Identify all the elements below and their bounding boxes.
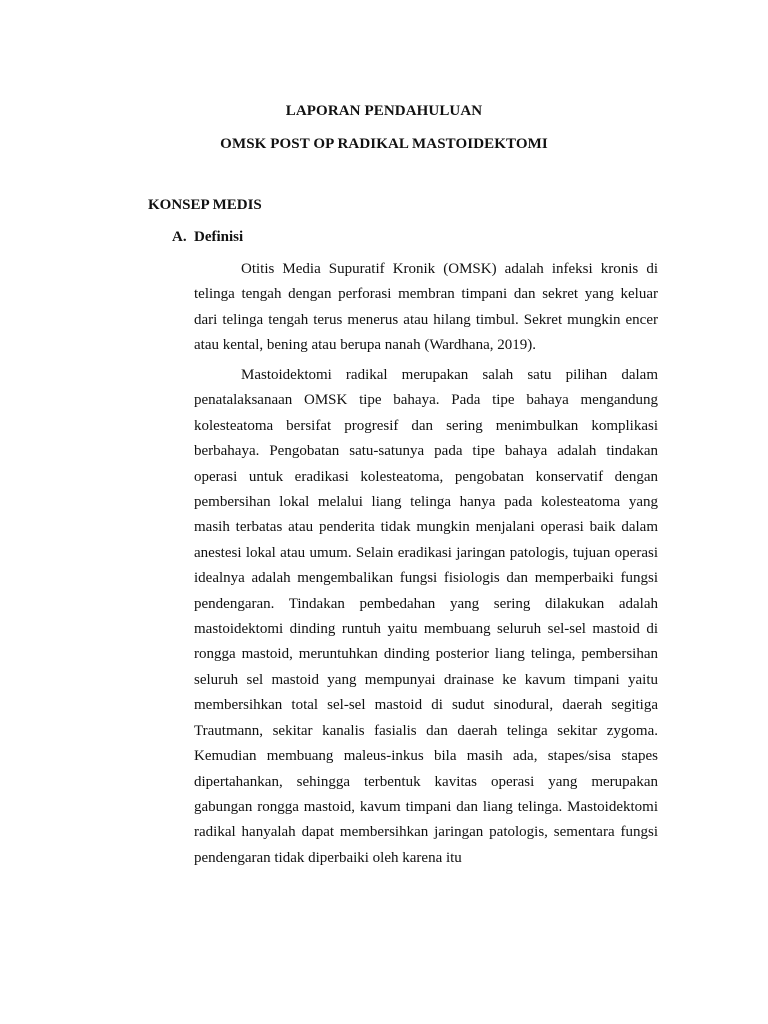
section-heading: KONSEP MEDIS: [148, 197, 262, 213]
sub-heading-label: Definisi: [194, 229, 244, 245]
document-title: LAPORAN PENDAHULUAN: [285, 103, 483, 119]
sub-heading-marker: A.: [172, 229, 187, 245]
sub-heading: [172, 229, 243, 246]
paragraph-mastoidectomy: Mastoidektomi radikal merupakan salah satu pilihan dalam penatalaksanaan OMSK tipe bahaya. Pada tipe bahaya mengandung kolesteatoma bersifat progresif dan sering menimbulkan komplikasi berbahaya. Pengobatan satu-satunya pada tipe bahaya adalah tindakan operasi untuk eradikasi kolesteatoma, pengobatan konservatif dengan pembersihan lokal melalui liang telinga hanya pada kolesteatoma yang masih terbatas atau penderita tidak mungkin menjalani operasi baik dalam anestesi lokal atau umum. Selain eradikasi jaringan patologis, tujuan operasi idealnya adalah mengembalikan fungsi fisiologis dan memperbaiki fungsi pendengaran. Tindakan pembedahan yang sering dilakukan adalah mastoidektomi dinding runtuh yaitu membuang seluruh sel-sel mastoid di rongga mastoid, meruntuhkan dinding posterior liang telinga, pembersihan seluruh sel mastoid yang mempunyai drainase ke kavum timpani yaitu membersihkan total sel-sel mastoid di sudut sinodural, daerah segitiga Trautmann, sekitar kanalis fasialis dan daerah telinga sekitar zygoma. Kemudian membuang maleus-inkus bila masih ada, stapes/sisa stapes dipertahankan, sehingga terbentuk kavitas operasi yang merupakan gabungan rongga mastoid, kavum timpani dan liang telinga. Mastoidektomi radikal hanyalah dapat membersihkan jaringan patologis, sementara fungsi pendengaran tidak diperbaiki oleh karena itu: [194, 367, 658, 866]
paragraph-definition: Otitis Media Supuratif Kronik (OMSK) adalah infeksi kronis di telinga tengah dengan perforasi membran timpani dan sekret yang keluar dari telinga tengah terus menerus atau hilang timbul. Sekret mungkin encer atau kental, bening atau berupa nanah (Wardhana, 2019).: [194, 261, 658, 354]
document-subtitle: OMSK POST OP RADIKAL MASTOIDEKTOMI: [220, 136, 548, 152]
